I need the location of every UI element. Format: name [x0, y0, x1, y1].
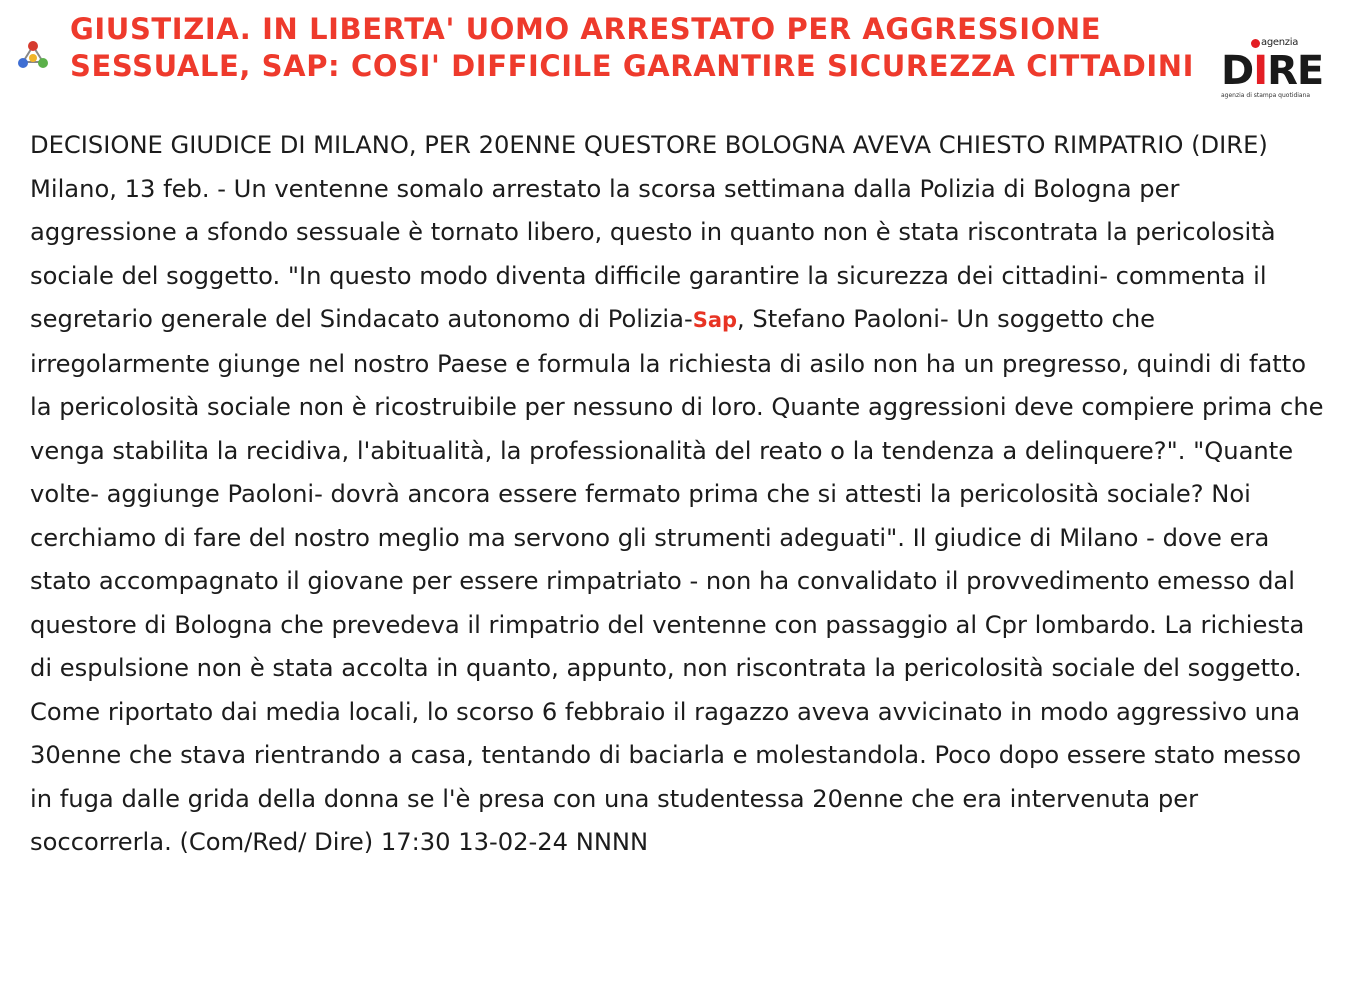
- logo-wordmark: [1221, 50, 1323, 92]
- logo-dot: [1251, 39, 1260, 48]
- logo-letter-d: D: [1221, 48, 1254, 94]
- molecule-icon: [15, 38, 51, 74]
- article-text-part-2: , Stefano Paoloni- Un soggetto che irregolarmente giunge nel nostro Paese e formula la richiesta di asilo non ha un pregresso, quindi di fatto la pericolosità sociale non è ricostruibile per nessuno di loro. Quante aggressioni deve compiere prima che venga stabilita la recidiva, l'abitualità, la professionalità del reato o la tendenza a delinquere?". "Quante volte- aggiunge Paoloni- dovrà ancora essere fermato prima che si attesti la pericolosità sociale? Noi cerchiamo di fare del nostro meglio ma servono gli strumenti adeguati". Il giudice di Milano - dove era stato accompagnato il giovane per essere rimpatriato - non ha convalidato il provvedimento emesso dal questore di Bologna che prevedeva il rimpatrio del ventenne con passaggio al Cpr lombardo. La richiesta di espulsione non è stata accolta in quanto, appunto, non riscontrata la pericolosità sociale del soggetto. Come riportato dai media locali, lo scorso 6 febbraio il ragazzo aveva avvicinato in modo aggressivo una 30enne che stava rientrando a casa, tentando di baciarla e molestandola. Poco dopo essere stato messo in fuga dalle grida della donna se l'è presa con una studentessa 20enne che era intervenuta per soccorrerla. (Com/Red/ Dire) 17:30 13-02-24 NNNN: [30, 305, 1324, 856]
- headline: GIUSTIZIA. IN LIBERTA' UOMO ARRESTATO PER AGGRESSIONE SESSUALE, SAP: COSI' DIFFICILE GARANTIRE SICUREZZA CITTADINI: [70, 12, 1195, 83]
- dire-logo: [1219, 37, 1324, 100]
- logo-letter-i: I: [1253, 48, 1268, 94]
- logo-small-text: agenzia: [1261, 37, 1299, 48]
- sap-tag: Sap: [692, 308, 738, 332]
- article-header: [0, 0, 1364, 118]
- article-text-part-1: DECISIONE GIUDICE DI MILANO, PER 20ENNE QUESTORE BOLOGNA AVEVA CHIESTO RIMPATRIO (DIRE) Milano, 13 feb. - Un ventenne somalo arrestato la scorsa settimana dalla Polizia di Bologna per aggressione a sfondo sessuale è tornato libero, questo in quanto non è stata riscontrata la pericolosità sociale del soggetto. "In questo modo diventa difficile garantire la sicurezza dei cittadini- commenta il segretario generale del Sindacato autonomo di Polizia-: [30, 131, 1276, 333]
- article-body: [30, 124, 1330, 865]
- headline-container: [70, 11, 1210, 118]
- logo-letters-re: RE: [1267, 48, 1324, 94]
- logo-tagline: agenzia di stampa quotidiana: [1221, 92, 1311, 99]
